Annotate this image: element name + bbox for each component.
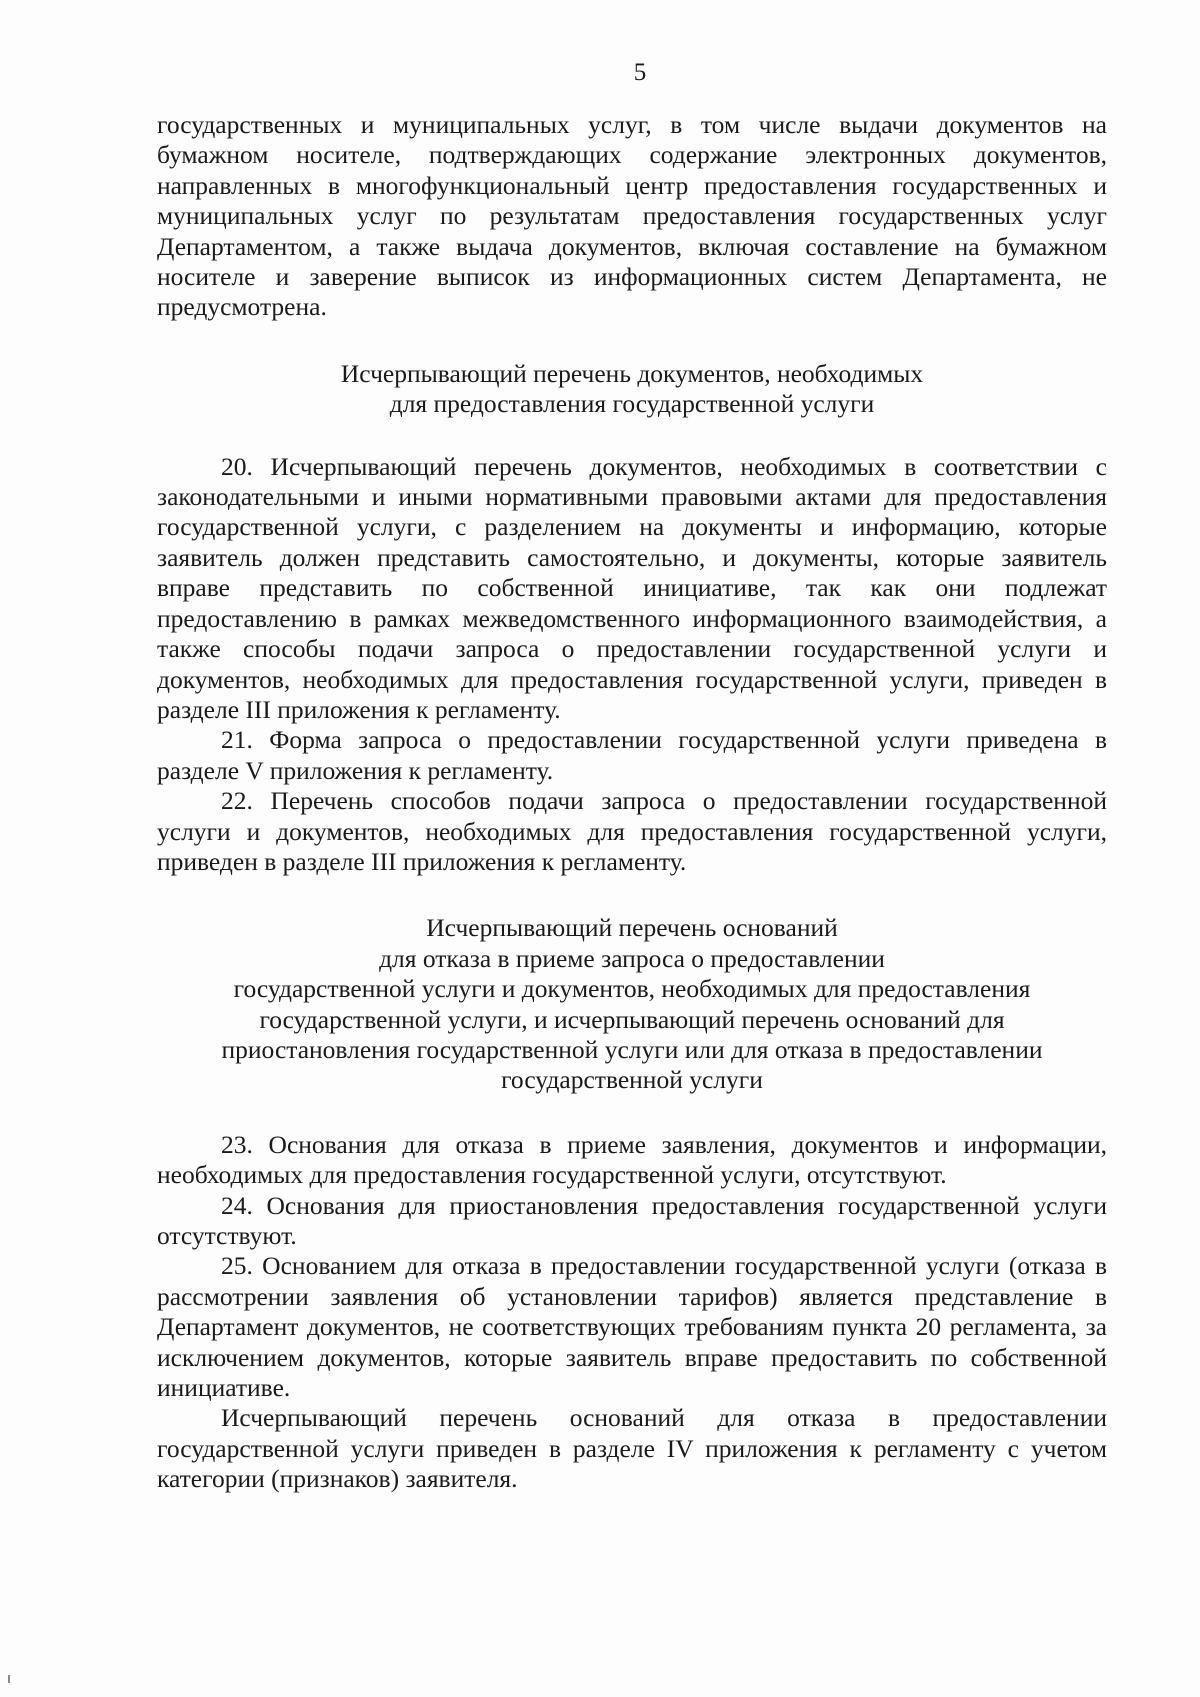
document-body <box>157 110 1107 1495</box>
heading-line: государственной услуги, и исчерпывающий перечень оснований для <box>259 1004 1005 1034</box>
paragraph-24: 24. Основания для приостановления предоставления государственной услуги отсутствуют. <box>157 1190 1107 1250</box>
page-number: 5 <box>633 59 647 86</box>
spacer <box>157 420 1107 452</box>
heading-line: для отказа в приеме запроса о предоставлении <box>379 943 885 973</box>
section-heading-documents <box>157 359 1107 420</box>
paragraph-continuation: государственных и муниципальных услуг, в том числе выдачи документов на бумажном носителе, подтверждающих содержание электронных документов, направленных в многофункциональный центр предоставления государственных и муниципальных услуг по результатам предоставления государственных услуг Департаментом, а также выдача документов, включая составление на бумажном носителе и заверение выписок из информационных систем Департамента, не предусмотрена. <box>157 110 1107 322</box>
paragraph-23: 23. Основания для отказа в приеме заявления, документов и информации, необходимых для предоставления государственной услуги, отсутствуют. <box>157 1129 1107 1190</box>
heading-line: для предоставления государственной услуги <box>389 389 875 419</box>
paragraph-21: 21. Форма запроса о предоставлении государственной услуги приведена в разделе V приложения к регламенту. <box>157 725 1107 785</box>
paragraph-20: 20. Исчерпывающий перечень документов, необходимых в соответствии с законодательными и иными нормативными правовыми актами для предоставления государственной услуги, с разделением на документы и информацию, которые заявитель должен представить самостоятельно, и документы, которые заявитель вправе представить по собственной инициативе, так как они подлежат предоставлению в рамках межведомственного информационного взаимодействия, а также способы подачи запроса о предоставлении государственной услуги и документов, необходимых для предоставления государственной услуги, приведен в разделе III приложения к регламенту. <box>157 451 1107 724</box>
heading-line: государственной услуги <box>501 1065 763 1095</box>
paragraph-25: 25. Основанием для отказа в предоставлении государственной услуги (отказа в рассмотрении заявления об установлении тарифов) является представление в Департамент документов, не соответствующих требованиям пункта 20 регламента, за исключением документов, которые заявитель вправе предоставить по собственной инициативе. <box>157 1251 1107 1403</box>
heading-line: приостановления государственной услуги или для отказа в предоставлении <box>221 1034 1043 1064</box>
paragraph-final: Исчерпывающий перечень оснований для отказа в предоставлении государственной услуги приведен в разделе IV приложения к регламенту с учетом категории (признаков) заявителя. <box>157 1403 1107 1494</box>
spacer <box>157 323 1107 359</box>
section-heading-grounds <box>157 913 1107 1095</box>
heading-line: Исчерпывающий перечень оснований <box>426 913 838 943</box>
heading-line: Исчерпывающий перечень документов, необходимых <box>340 358 924 388</box>
spacer <box>157 877 1107 913</box>
paragraph-22: 22. Перечень способов подачи запроса о предоставлении государственной услуги и документов, необходимых для предоставления государственной услуги, приведен в разделе III приложения к регламенту. <box>157 786 1107 876</box>
scan-artifact <box>8 1675 10 1683</box>
heading-line: государственной услуги и документов, необходимых для предоставления <box>233 974 1031 1004</box>
spacer <box>157 1096 1107 1130</box>
